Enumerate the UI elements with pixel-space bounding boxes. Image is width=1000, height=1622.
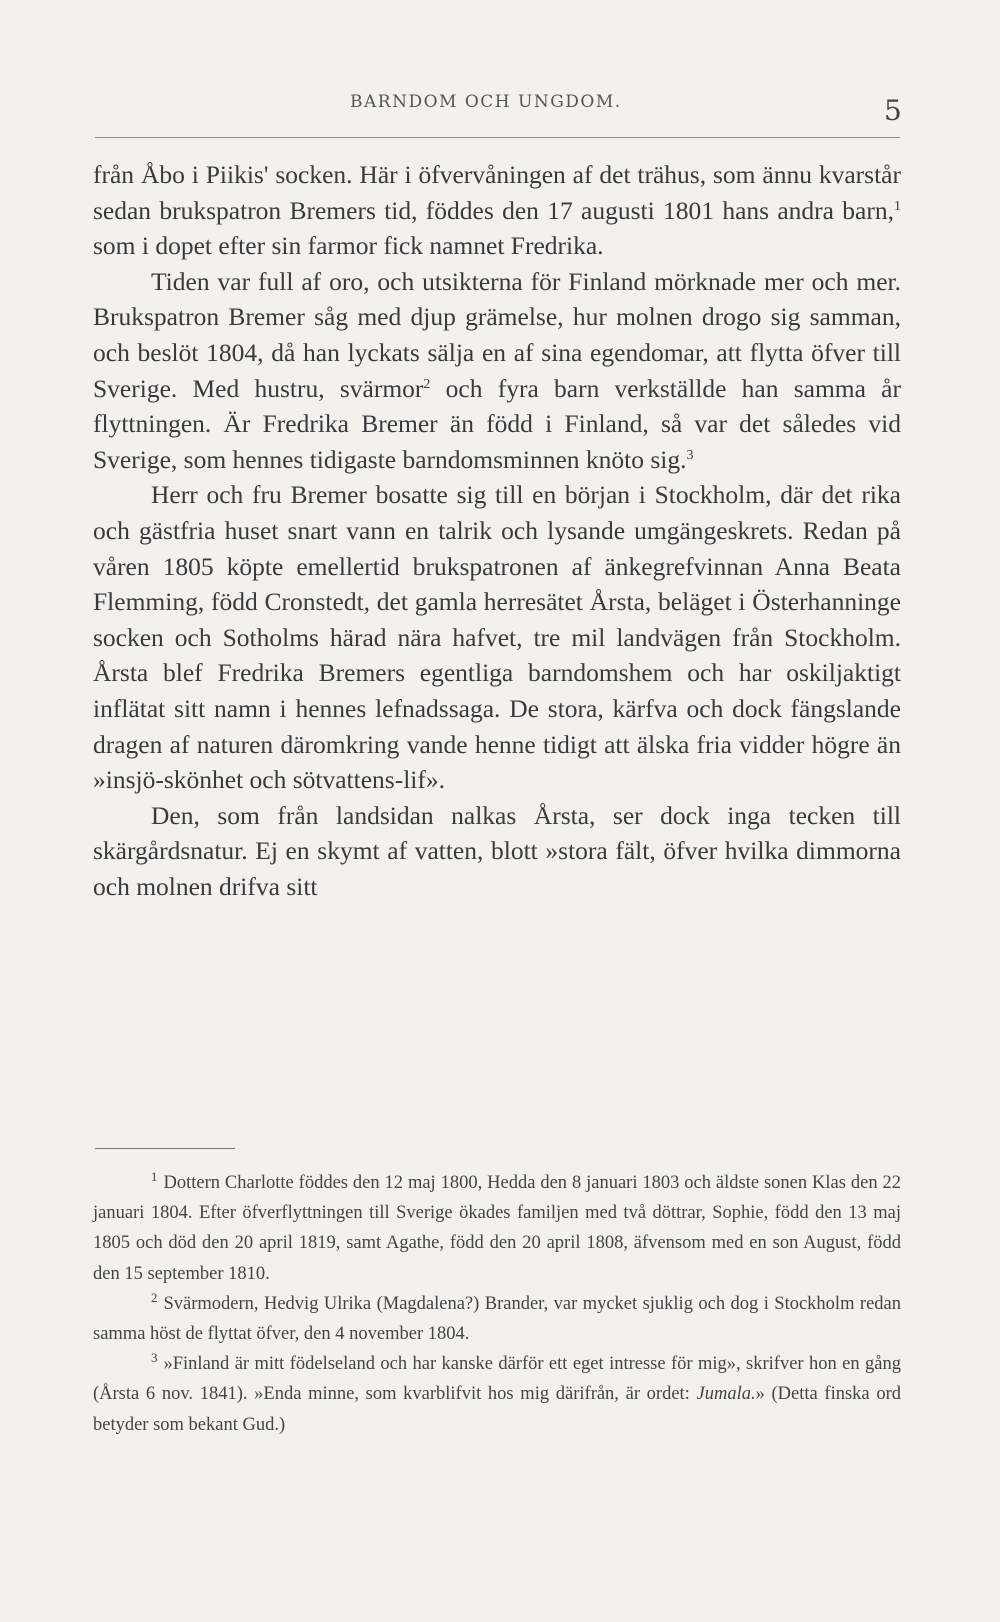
footnote-3-text-b: » (Detta finska ord betyder som bekant Gud.) <box>93 1384 901 1435</box>
footnote-3-text-a: »Finland är mitt födelseland och har kanske därför ett eget intresse för mig», skrifver hon en gång (Årsta 6 nov. 1841). »Enda minne, som kvarblifvit hos mig därifrån, är ordet: <box>93 1354 901 1405</box>
footnote-1-mark: 1 <box>151 1169 158 1184</box>
footnote-ref-2: 2 <box>423 376 431 392</box>
footnote-ref-1: 1 <box>894 198 901 214</box>
paragraph-1 <box>93 157 901 264</box>
footnote-ref-3: 3 <box>686 447 694 463</box>
footnote-2-mark: 2 <box>151 1289 158 1305</box>
paragraph-2 <box>93 264 901 478</box>
paragraph-1-text-b: som i dopet efter sin farmor fick namnet Fredrika. <box>93 231 604 261</box>
paragraph-3: Herr och fru Bremer bosatte sig till en början i Stockholm, där det rika och gästfria huset snart vann en talrik och lysande umgängeskrets. Redan på våren 1805 köpte emellertid brukspatronen af änkegrefvinnan Anna Beata Flemming, född Cronstedt, det gamla herresätet Årsta, beläget i Österhanninge socken och Sotholms härad nära hafvet, tre mil landvägen från Stockholm. Årsta blef Fredrika Bremers egentliga barndomshem och har oskiljaktigt inflätat sitt namn i hennes lefnadssaga. De stora, kärfva och dock fängslande dragen af naturen däromkring vande henne tidigt att älska fria vidder högre än »insjö-skönhet och sötvattens-lif». <box>93 480 901 795</box>
footnote-2-text: Svärmodern, Hedvig Ulrika (Magdalena?) Brander, var mycket sjuklig och dog i Stockholm redan samma höst de flyttat öfver, den 4 november 1804. <box>93 1293 901 1345</box>
footnotes <box>93 1168 901 1440</box>
paragraph-2-text-a: Tiden var full af oro, och utsikterna för Finland mörknade mer och mer. Brukspatron Bremer såg med djup grämelse, hur molnen drogo sig samman, och beslöt 1804, då han lyckats sälja en af sina egendomar, att flytta öfver till Sverige. Med hustru, svärmor <box>93 266 901 403</box>
header-rule <box>95 137 900 138</box>
footnote-1 <box>93 1168 901 1289</box>
paragraph-2-text-b: och fyra barn verkställde han samma år flyttningen. Är Fredrika Bremer än född i Finland, så var det således vid Sverige, som hennes tidigaste barndomsminnen knöto sig. <box>93 373 901 474</box>
running-header: BARNDOM OCH UNGDOM. <box>350 92 622 112</box>
footnote-rule <box>95 1148 235 1149</box>
footnote-3 <box>93 1349 901 1440</box>
body-text <box>93 157 901 904</box>
footnote-3-italic-word: Jumala. <box>696 1384 756 1405</box>
page-number: 5 <box>884 94 902 127</box>
paragraph-1-text-a: från Åbo i Piikis' socken. Här i öfvervåningen af det trähus, som ännu kvarstår sedan brukspatron Bremers tid, föddes den 17 augusti 1801 hans andra barn, <box>93 160 901 225</box>
footnote-3-mark: 3 <box>151 1350 158 1366</box>
footnote-2 <box>93 1289 901 1349</box>
paragraph-4: Den, som från landsidan nalkas Årsta, ser dock inga tecken till skärgårdsnatur. Ej en skymt af vatten, blott »stora fält, öfver hvilka dimmorna och molnen drifva sitt <box>93 800 901 901</box>
footnote-1-text: Dottern Charlotte föddes den 12 maj 1800, Hedda den 8 januari 1803 och äldste sonen Klas den 22 januari 1804. Efter öfverflyttningen till Sverige ökades familjen med två döttrar, Sophie, född den 13 maj 1805 och död den 20 april 1819, samt Agathe, född den 20 april 1808, äfvensom med en son August, född den 15 september 1810. <box>93 1173 901 1284</box>
